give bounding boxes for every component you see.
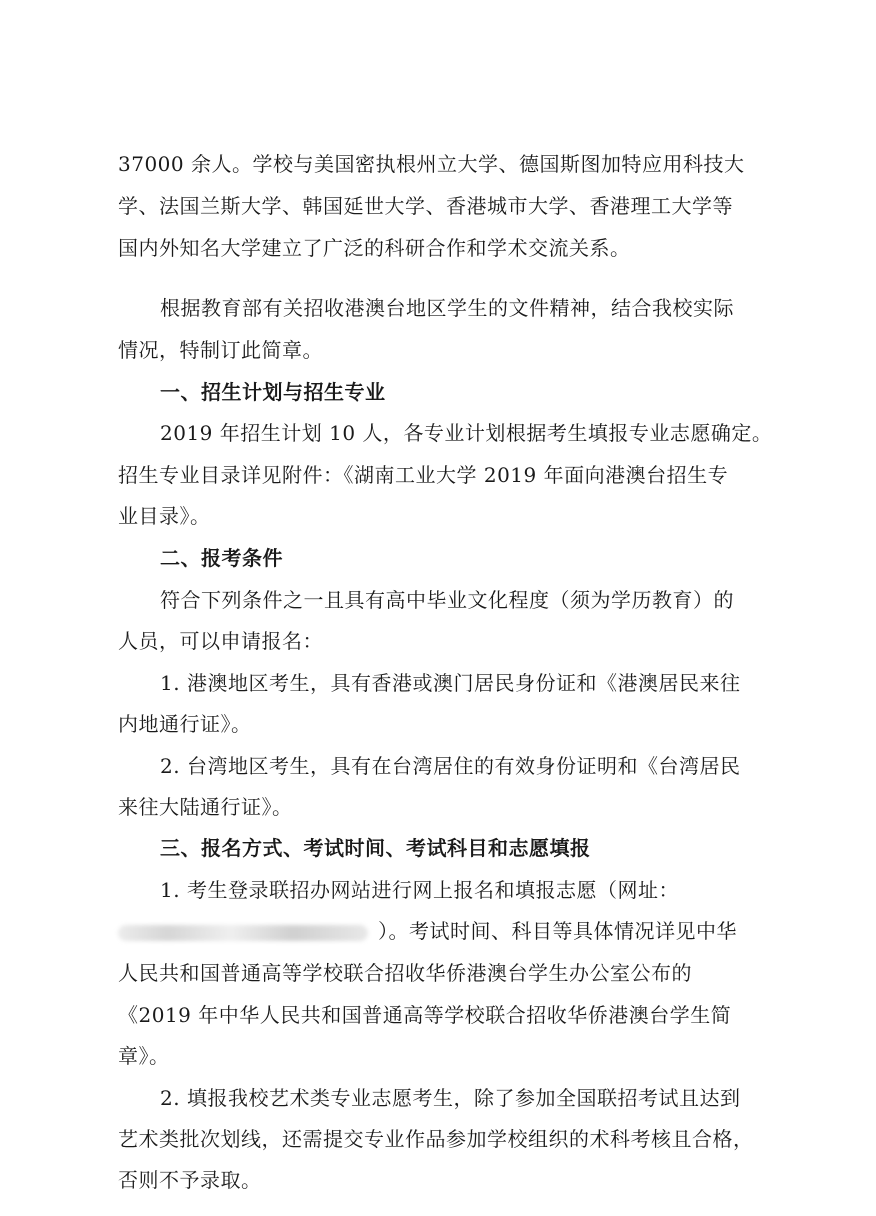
url-followup-text: ）。考试时间、科目等具体情况详见中华 — [378, 919, 737, 943]
list-item-line: 人民共和国普通高等学校联合招收华侨港澳台学生办公室公布的 — [118, 961, 692, 985]
list-item-line: 1. 考生登录联招办网站进行网上报名和填报志愿（网址： — [160, 878, 679, 902]
paragraph-line: 学、法国兰斯大学、韩国延世大学、香港城市大学、香港理工大学等 — [118, 194, 733, 218]
paragraph-line: 招生专业目录详见附件：《湖南工业大学 2019 年面向港澳台招生专 — [118, 463, 729, 487]
list-item-line: 艺术类批次划线，还需提交专业作品参加学校组织的术科考核且合格， — [118, 1127, 754, 1151]
section-heading: 一、招生计划与招生专业 — [160, 380, 386, 404]
list-item-line: 《2019 年中华人民共和国普通高等学校联合招收华侨港澳台学生简 — [118, 1003, 732, 1027]
paragraph-line: 国内外知名大学建立了广泛的科研合作和学术交流关系。 — [118, 236, 631, 260]
paragraph-line: 2019 年招生计划 10 人，各专业计划根据考生填报专业志愿确定。 — [160, 421, 773, 445]
list-item-line: 来往大陆通行证》。 — [118, 795, 293, 819]
redacted-url — [118, 925, 368, 941]
list-item-line: 章》。 — [118, 1044, 170, 1068]
list-item-line: 否则不予录取。 — [118, 1168, 262, 1192]
paragraph-line: 业目录》。 — [118, 504, 211, 528]
paragraph-line: 37000 余人。学校与美国密执根州立大学、德国斯图加特应用科技大 — [118, 152, 745, 176]
list-item-line: 1. 港澳地区考生，具有香港或澳门居民身份证和《港澳居民来往 — [160, 671, 741, 695]
list-item-line: 2. 填报我校艺术类专业志愿考生，除了参加全国联招考试且达到 — [160, 1086, 741, 1110]
paragraph-line: 符合下列条件之一且具有高中毕业文化程度（须为学历教育）的 — [160, 588, 734, 612]
list-item-line: 内地通行证》。 — [118, 712, 252, 736]
list-item-line — [118, 917, 737, 945]
list-item-line: 2. 台湾地区考生，具有在台湾居住的有效身份证明和《台湾居民 — [160, 754, 741, 778]
paragraph-line: 人员，可以申请报名： — [118, 629, 323, 653]
paragraph-line: 根据教育部有关招收港澳台地区学生的文件精神，结合我校实际 — [160, 296, 734, 320]
section-heading: 二、报考条件 — [160, 546, 283, 570]
section-heading: 三、报名方式、考试时间、考试科目和志愿填报 — [160, 836, 591, 860]
paragraph-line: 情况，特制订此简章。 — [118, 338, 323, 362]
